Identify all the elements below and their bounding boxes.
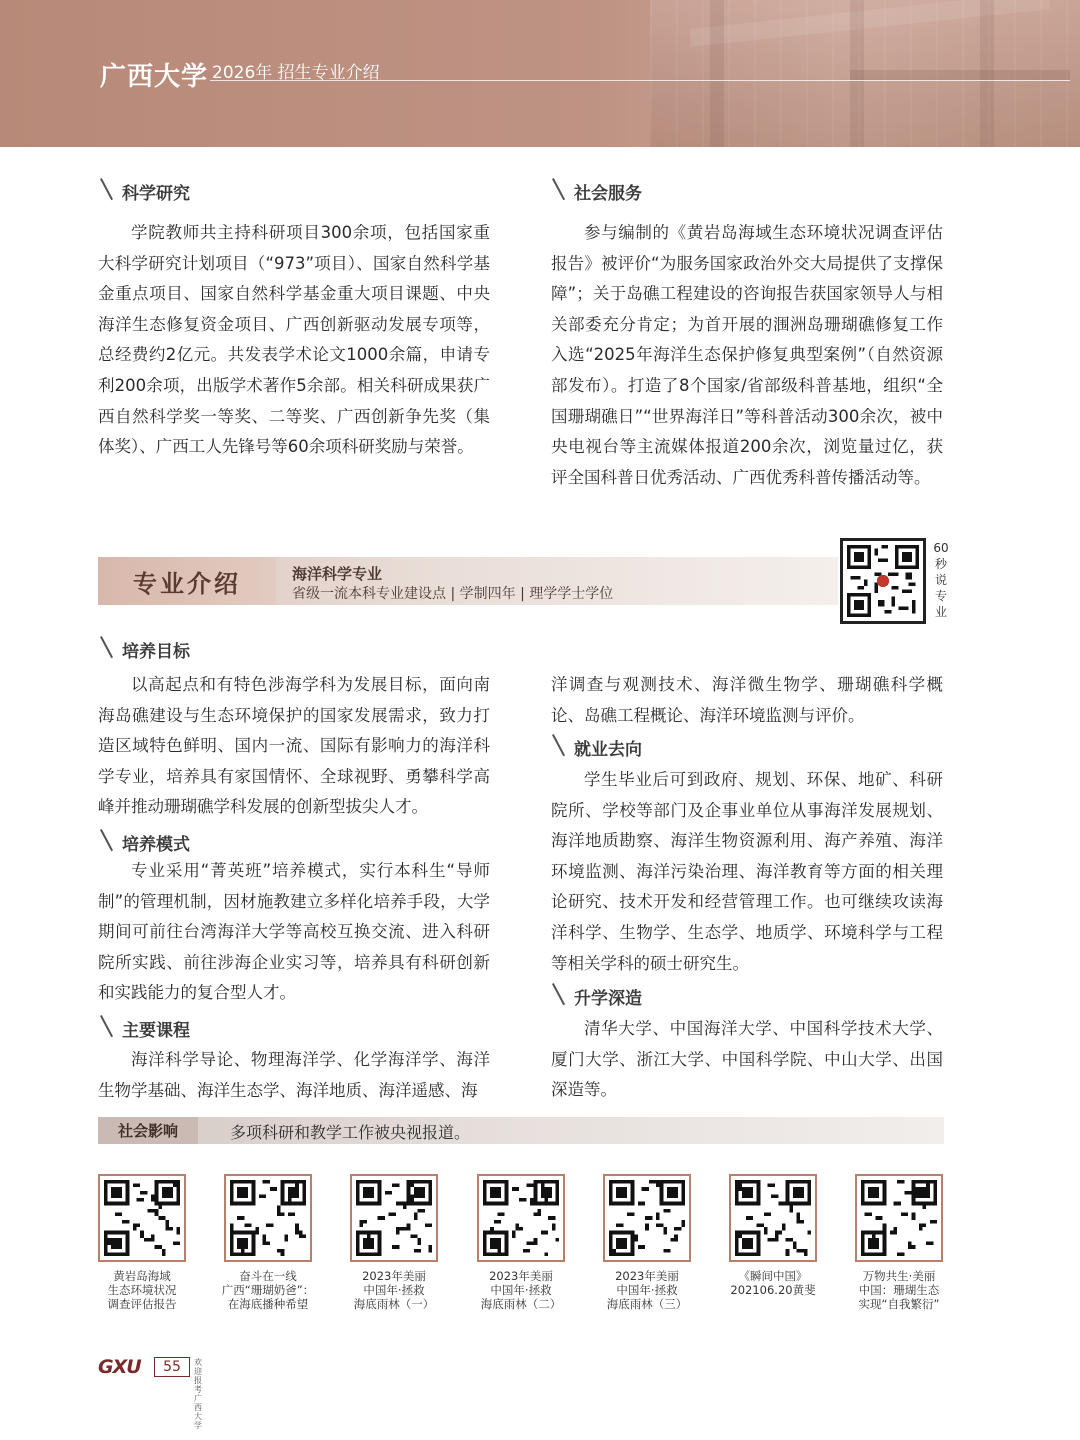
qr-code-item[interactable]	[350, 1174, 440, 1311]
footer-slogan: 欢迎报考 广西大学	[194, 1358, 202, 1430]
impact-text: 多项科研和教学工作被央视报道。	[230, 1123, 471, 1142]
qr-code-frame[interactable]	[98, 1174, 186, 1262]
qr-caption-line: 万物共生·美丽	[862, 1269, 936, 1283]
section-title-career: 就业去向	[552, 739, 642, 761]
slash-icon	[100, 178, 113, 200]
gxu-logo: GXU	[98, 1356, 141, 1378]
qr-code-caption	[713, 1269, 833, 1297]
qr-caption-line: 中国年·拯救	[363, 1283, 425, 1297]
qr-code-caption	[334, 1269, 454, 1311]
qr-code-item[interactable]	[477, 1174, 567, 1311]
qr-caption-60s: 60 秒 说 专 业	[933, 541, 949, 619]
impact-label: 社会影响	[98, 1117, 198, 1144]
further-text: 清华大学、中国海洋大学、中国科学技术大学、厦门大学、浙江大学、中国科学院、中山大学、出国深造等。	[551, 1019, 943, 1100]
qr-code-item[interactable]	[729, 1174, 819, 1297]
qr-caption-line: 海底雨林（二）	[480, 1297, 562, 1311]
qr-code-item[interactable]	[603, 1174, 693, 1311]
qr-code-icon	[356, 1180, 432, 1256]
service-text: 参与编制的《黄岩岛海域生态环境状况调查评估报告》被评价“为服务国家政治外交大局提供了支撑保障”；关于岛礁工程建设的咨询报告获国家领导人与相关部委充分肯定；为首开展的涠洲岛珊瑚礁修复工作入选“2025年海洋生态保护修复典型案例”（自然资源部发布）。打造了8个国家/省部级科普基地，组织“全国珊瑚礁日”“世界海洋日”等科普活动300余次，被中央电视台等主流媒体报道200余次，浏览量过亿，获评全国科普日优秀活动、广西优秀科普传播活动等。	[551, 223, 943, 487]
qr-code-caption	[82, 1269, 202, 1311]
qr-caption-line: 在海底播种希望	[227, 1297, 309, 1311]
qr-code-caption	[461, 1269, 581, 1311]
qr-caption-line: 生态环境状况	[107, 1283, 177, 1297]
qr-code-icon	[861, 1180, 937, 1256]
major-name: 海洋科学专业	[292, 565, 383, 583]
slash-icon	[552, 734, 565, 756]
qr-caption-line: 黄岩岛海域	[113, 1269, 171, 1283]
qr-caption-line: 海底雨林（一）	[353, 1297, 435, 1311]
qr-code-icon	[104, 1180, 180, 1256]
qr-caption-line: 2023年美丽	[362, 1269, 426, 1283]
career-text: 学生毕业后可到政府、规划、环保、地矿、科研院所、学校等部门及企事业单位从事海洋发展规划、海洋地质勘察、海洋生物资源利用、海产养殖、海洋环境监测、海洋污染治理、海洋教育等方面的相关理论研究、技术开发和经营管理工作。也可继续攻读海洋科学、生物学、生态学、地质学、环境科学与工程等相关学科的硕士研究生。	[551, 770, 943, 973]
major-video-qr-code[interactable]	[840, 538, 926, 624]
section-title-courses: 主要课程	[100, 1020, 190, 1042]
section-title-research: 科学研究	[100, 183, 190, 205]
impact-bar	[98, 1117, 944, 1144]
page-number: 55	[154, 1357, 190, 1377]
qr-code-icon	[735, 1180, 811, 1256]
qr-code-frame[interactable]	[477, 1174, 565, 1262]
slash-icon	[100, 636, 113, 658]
section-title-goal: 培养目标	[100, 641, 190, 663]
qr-caption-line: 2023年美丽	[489, 1269, 553, 1283]
qr-caption-line: 实现“自我繁衍”	[858, 1297, 940, 1311]
section-title-further: 升学深造	[552, 988, 642, 1010]
qr-code-icon	[609, 1180, 685, 1256]
header-decoration	[650, 0, 1080, 147]
header-subtitle: 2026年 招生专业介绍	[212, 63, 380, 83]
goal-text: 以高起点和有特色涉海学科为发展目标，面向南海岛礁建设与生态环境保护的国家发展需求，致力打造区域特色鲜明、国内一流、国际有影响力的海洋科学专业，培养具有家国情怀、全球视野、勇攀科学高峰并推动珊瑚礁学科发展的创新型拔尖人才。	[98, 675, 490, 817]
mode-text: 专业采用“菁英班”培养模式，实行本科生“导师制”的管理机制，因材施教建立多样化培养手段，大学期间可前往台湾海洋大学等高校互换交流、进入科研院所实践、前往涉海企业实习等，培养具有科研创新和实践能力的复合型人才。	[98, 861, 490, 1003]
major-banner-tag: 专业介绍	[98, 557, 276, 605]
research-text: 学院教师共主持科研项目300余项，包括国家重大科学研究计划项目（“973”项目）、国家自然科学基金重点项目、国家自然科学基金重大项目课题、中央海洋生态修复资金项目、广西创新驱动发展专项等，总经费约2亿元。共发表学术论文1000余篇，申请专利200余项，出版学术著作5余部。相关科研成果获广西自然科学奖一等奖、二等奖、广西创新争先奖（集体奖）、广西工人先锋号等60余项科研奖励与荣誉。	[98, 223, 490, 457]
university-name: 广西大学	[100, 62, 209, 92]
courses-text-left: 海洋科学导论、物理海洋学、化学海洋学、海洋生物学基础、海洋生态学、海洋地质、海洋遥感、海	[98, 1050, 490, 1100]
qr-code-frame[interactable]	[603, 1174, 691, 1262]
qr-code-icon	[230, 1180, 306, 1256]
qr-code-caption	[839, 1269, 959, 1311]
qr-caption-line: 海底雨林（三）	[606, 1297, 688, 1311]
qr-code-caption	[587, 1269, 707, 1311]
qr-code-icon	[847, 545, 919, 617]
major-subtitle: 省级一流本科专业建设点 | 学制四年 | 理学学士学位	[292, 586, 614, 602]
courses-text-right: 洋调查与观测技术、海洋微生物学、珊瑚礁科学概论、岛礁工程概论、海洋环境监测与评价。	[551, 675, 943, 725]
qr-code-item[interactable]	[221, 1174, 315, 1311]
qr-caption-line: 2023年美丽	[615, 1269, 679, 1283]
section-title-service: 社会服务	[552, 183, 642, 205]
qr-code-frame[interactable]	[224, 1174, 312, 1262]
qr-caption-line: 中国年·拯救	[616, 1283, 678, 1297]
qr-code-item[interactable]	[855, 1174, 945, 1311]
qr-caption-line: 奋斗在一线	[239, 1269, 297, 1283]
qr-code-frame[interactable]	[729, 1174, 817, 1262]
qr-caption-line: 202106.20黄斐	[730, 1283, 816, 1297]
qr-caption-line: 中国年·拯救	[490, 1283, 552, 1297]
slash-icon	[100, 1015, 113, 1037]
slash-icon	[100, 829, 113, 851]
slash-icon	[552, 178, 565, 200]
qr-caption-line: 调查评估报告	[107, 1297, 177, 1311]
qr-code-icon	[483, 1180, 559, 1256]
qr-code-item[interactable]	[98, 1174, 188, 1311]
qr-code-frame[interactable]	[855, 1174, 943, 1262]
qr-code-caption	[208, 1269, 328, 1311]
qr-code-frame[interactable]	[350, 1174, 438, 1262]
qr-caption-line: 《瞬间中国》	[738, 1269, 808, 1283]
slash-icon	[552, 983, 565, 1005]
section-title-mode: 培养模式	[100, 834, 190, 856]
qr-caption-line: 广西“珊瑚奶爸”：	[221, 1283, 315, 1297]
qr-caption-line: 中国：珊瑚生态	[858, 1283, 940, 1297]
